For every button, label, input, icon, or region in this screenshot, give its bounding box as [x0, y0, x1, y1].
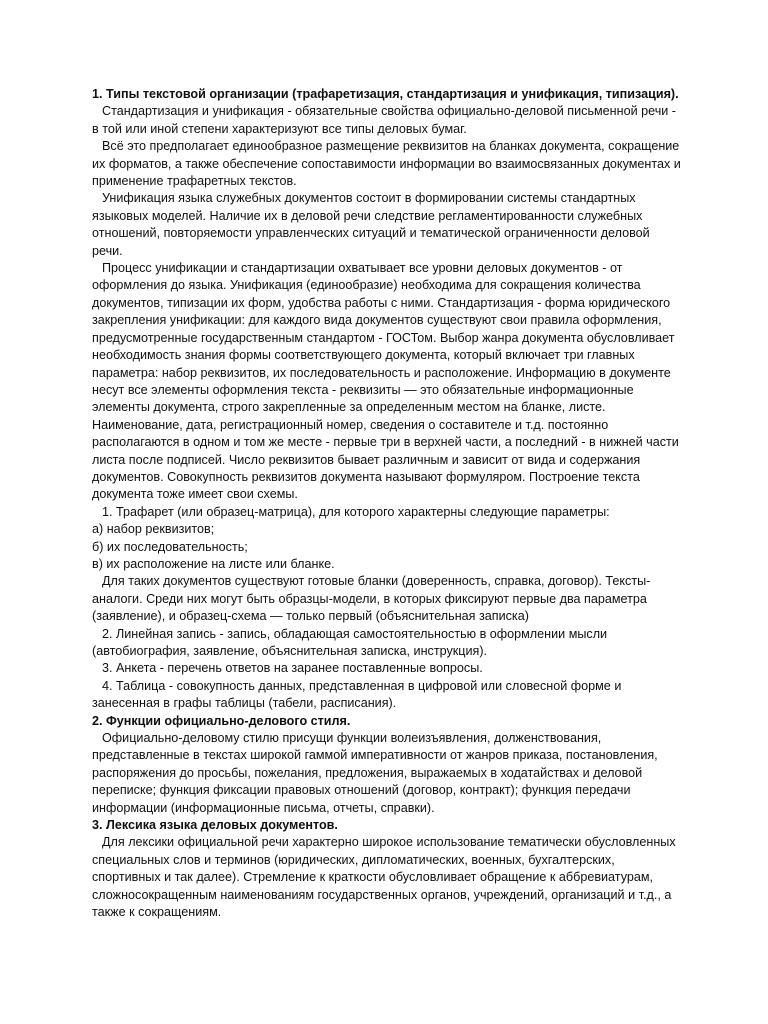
list-item: 1. Трафарет (или образец-матрица), для которого характерны следующие параметры:	[102, 504, 610, 519]
paragraph: Стандартизация и унификация - обязательные свойства официально-деловой письменной речи - в той или иной степени характеризуют все типы деловых бумаг.	[92, 104, 676, 136]
list-item: 4. Таблица - совокупность данных, представленная в цифровой или словесной форме и занесенная в графы таблицы (табели, расписания).	[92, 678, 622, 711]
paragraph: Для лексики официальной речи характерно широкое использование тематически обусловленных специальных слов и терминов (юридических, дипломатических, военных, бухгалтерских, спортивных и так далее). Стремление к краткости обусловливает обращение к аббревиатурам, сложносокращенным наименованиям государственных органов, учреждений, организаций и т.д., а также к сокращениям.	[92, 835, 676, 920]
paragraph: Официально-деловому стилю присущи функции волеизъявления, долженствования, представленные в текстах широкой гаммой императивности от жанров приказа, постановления, распоряжения до просьбы, пожелания, предложения, выражаемых в ходатайствах и деловой переписке; функция фиксации правовых отношений (договор, контракт); функция передачи информации (информационные письма, отчеты, справки).	[92, 731, 658, 815]
paragraph: Всё это предполагает единообразное размещение реквизитов на бланках документа, сокращение их форматов, а также обеспечение сопоставимости информации во взаимосвязанных документах и применение трафаретных текстов.	[92, 139, 681, 189]
section-heading-1: 1. Типы текстовой организации (трафаретизация, стандартизация и унификация, типизация).	[92, 87, 679, 101]
paragraph: Для таких документов существуют готовые бланки (доверенность, справка, договор). Тексты-аналоги. Среди них могут быть образцы-модели, в которых фиксируют первые два параметра (заявление), и образец-схема — только первый (объяснительная записка)	[92, 574, 651, 624]
section-heading-2: 2. Функции официально-делового стиля.	[92, 713, 351, 728]
list-subitem: б) их последовательность;	[92, 539, 248, 554]
paragraph: Унификация языка служебных документов состоит в формировании системы стандартных языковых моделей. Наличие их в деловой речи следствие регламентированности служебных отношений, повторяемости управленческих ситуаций и тематической ограниченности деловой речи.	[92, 191, 650, 258]
list-item: 2. Линейная запись - запись, обладающая самостоятельностью в оформлении мысли (автобиография, заявление, объяснительная записка, инструкция).	[92, 626, 608, 658]
document-page	[92, 86, 682, 922]
paragraph: Процесс унификации и стандартизации охватывает все уровни деловых документов - от оформления до языка. Унификация (единообразие) необходима для сокращения количества документов, типизации их форм, удобства работы с ними. Стандартизация - форма юридического закрепления унификации: для каждого вида документов существуют свои правила оформления, предусмотренные государственным стандартом - ГОСТом. Выбор жанра документа обусловливает необходимость знания формы соответствующего документа, который включает три главных параметра: набор реквизитов, их последовательность и расположение. Информацию в документе несут все элементы оформления текста - реквизиты — это обязательные информационные элементы документа, строго закрепленные за определенным местом на бланке, листе. Наименование, дата, регистрационный номер, сведения о составителе и т.д. постоянно располагаются в одном и том же месте - первые три в верхней части, а последний - в нижней части листа после подписей. Число реквизитов бывает различным и зависит от вида и содержания документов. Совокупность реквизитов документа называют формуляром. Построение текста документа тоже имеет свои схемы.	[92, 261, 679, 502]
list-subitem: в) их расположение на листе или бланке.	[92, 556, 335, 571]
section-heading-3: 3. Лексика языка деловых документов.	[92, 818, 338, 833]
list-item: 3. Анкета - перечень ответов на заранее поставленные вопросы.	[102, 661, 483, 676]
list-subitem: а) набор реквизитов;	[92, 522, 215, 537]
